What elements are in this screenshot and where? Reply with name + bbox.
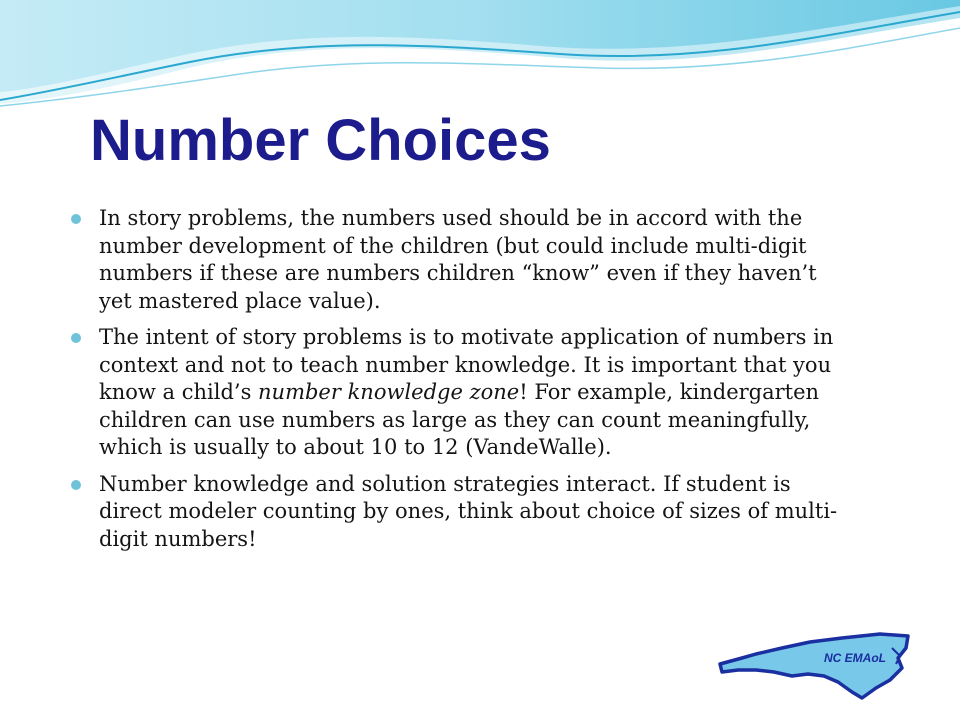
slide-title: Number Choices <box>90 108 551 173</box>
bullet-item <box>70 324 850 462</box>
bullet-dot-icon <box>71 214 81 224</box>
bullet-text-before: The intent of story problems is to motivate application of numbers in context and not to teach number knowledge. It is important that you know a child’s <box>99 325 834 404</box>
logo-text: NC EMAoL <box>824 651 886 665</box>
header-wave-decoration <box>0 0 960 110</box>
nc-map-logo-icon <box>712 628 912 700</box>
bullet-text: Number knowledge and solution strategies interact. If student is direct modeler counting by ones, think about choice of sizes of multi-digit numbers! <box>99 471 838 551</box>
bullet-text-after: ! For example, kindergarten children can use numbers as large as they can count meaningfully, which is usually to about 10 to 12 (VandeWalle). <box>99 380 820 459</box>
bullet-item <box>70 471 850 554</box>
bullet-list <box>70 205 850 562</box>
bullet-text-italic: number knowledge zone <box>258 380 520 404</box>
bullet-dot-icon <box>71 333 81 343</box>
bullet-item <box>70 205 850 315</box>
bullet-dot-icon <box>71 480 81 490</box>
bullet-text: In story problems, the numbers used should be in accord with the number development of the children (but could include multi-digit numbers if these are numbers children “know” even if they haven’t yet mastered place value). <box>99 206 817 313</box>
